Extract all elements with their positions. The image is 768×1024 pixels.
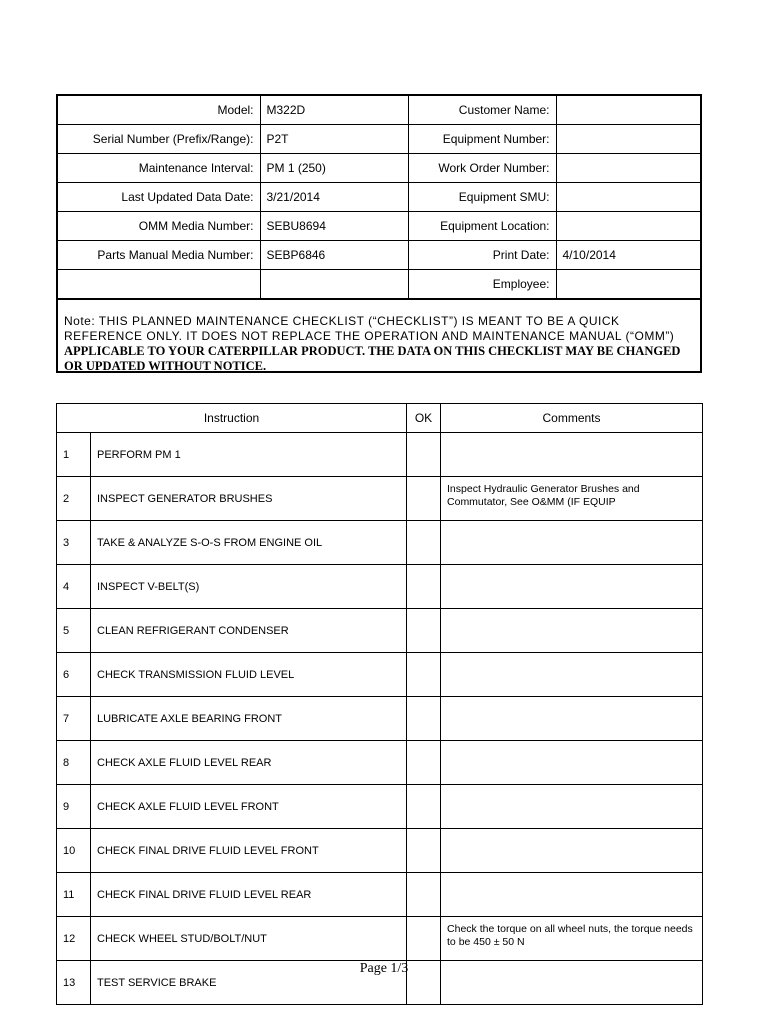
- comments-header: Comments: [441, 404, 703, 433]
- row-comment[interactable]: [441, 609, 703, 653]
- info-row-interval: [58, 154, 700, 183]
- ok-checkbox-cell[interactable]: [407, 565, 441, 609]
- row-instruction: TEST SERVICE BRAKE: [91, 961, 407, 1005]
- ok-checkbox-cell[interactable]: [407, 873, 441, 917]
- row-comment[interactable]: [441, 565, 703, 609]
- equipment-number-value[interactable]: [556, 125, 700, 154]
- row-comment[interactable]: [441, 829, 703, 873]
- row-instruction: CHECK AXLE FLUID LEVEL FRONT: [91, 785, 407, 829]
- row-comment[interactable]: [441, 653, 703, 697]
- checklist-row: [57, 565, 703, 609]
- last-updated-value[interactable]: 3/21/2014: [260, 183, 408, 212]
- checklist-row: [57, 873, 703, 917]
- row-number: 6: [57, 653, 91, 697]
- ok-checkbox-cell[interactable]: [407, 917, 441, 961]
- row-number: 1: [57, 433, 91, 477]
- row-number: 3: [57, 521, 91, 565]
- ok-checkbox-cell[interactable]: [407, 653, 441, 697]
- checklist-table: [56, 403, 703, 1005]
- row-instruction: CHECK TRANSMISSION FLUID LEVEL: [91, 653, 407, 697]
- info-row-updated: [58, 183, 700, 212]
- checklist-row: [57, 917, 703, 961]
- row-number: 2: [57, 477, 91, 521]
- ok-header: OK: [407, 404, 441, 433]
- row-instruction: TAKE & ANALYZE S-O-S FROM ENGINE OIL: [91, 521, 407, 565]
- row-instruction: CHECK AXLE FLUID LEVEL REAR: [91, 741, 407, 785]
- parts-manual-number-label: Parts Manual Media Number:: [58, 241, 260, 270]
- row-comment[interactable]: [441, 741, 703, 785]
- page-number: Page 1/3: [359, 961, 409, 976]
- print-date-value[interactable]: 4/10/2014: [556, 241, 700, 270]
- serial-number-label: Serial Number (Prefix/Range):: [58, 125, 260, 154]
- row-comment[interactable]: [441, 785, 703, 829]
- checklist-row: [57, 521, 703, 565]
- work-order-number-label: Work Order Number:: [408, 154, 556, 183]
- serial-number-value[interactable]: P2T: [260, 125, 408, 154]
- checklist-row: [57, 829, 703, 873]
- row-comment[interactable]: [441, 521, 703, 565]
- row-number: 10: [57, 829, 91, 873]
- ok-checkbox-cell[interactable]: [407, 829, 441, 873]
- checklist-row: [57, 653, 703, 697]
- model-label: Model:: [58, 96, 260, 125]
- row-comment[interactable]: [441, 433, 703, 477]
- disclaimer-note: [58, 299, 700, 374]
- customer-name-label: Customer Name:: [408, 96, 556, 125]
- model-value[interactable]: M322D: [260, 96, 408, 125]
- row-comment[interactable]: Inspect Hydraulic Generator Brushes and Commutator, See O&MM (IF EQUIP: [441, 477, 703, 521]
- row-instruction: LUBRICATE AXLE BEARING FRONT: [91, 697, 407, 741]
- row-number: 5: [57, 609, 91, 653]
- ok-checkbox-cell[interactable]: [407, 433, 441, 477]
- row-instruction: INSPECT GENERATOR BRUSHES: [91, 477, 407, 521]
- row-instruction: CLEAN REFRIGERANT CONDENSER: [91, 609, 407, 653]
- checklist-row: [57, 477, 703, 521]
- work-order-number-value[interactable]: [556, 154, 700, 183]
- blank-label: [58, 270, 260, 299]
- omm-media-number-value[interactable]: SEBU8694: [260, 212, 408, 241]
- row-comment[interactable]: [441, 697, 703, 741]
- last-updated-label: Last Updated Data Date:: [58, 183, 260, 212]
- row-number: 13: [57, 961, 91, 1005]
- blank-value[interactable]: [260, 270, 408, 299]
- print-date-label: Print Date:: [408, 241, 556, 270]
- row-comment[interactable]: Check the torque on all wheel nuts, the torque needs to be 450 ± 50 N: [441, 917, 703, 961]
- parts-manual-number-value[interactable]: SEBP6846: [260, 241, 408, 270]
- instruction-header: Instruction: [57, 404, 407, 433]
- employee-label: Employee:: [408, 270, 556, 299]
- ok-checkbox-cell[interactable]: [407, 477, 441, 521]
- ok-checkbox-cell[interactable]: [407, 697, 441, 741]
- row-number: 11: [57, 873, 91, 917]
- row-instruction: CHECK FINAL DRIVE FLUID LEVEL REAR: [91, 873, 407, 917]
- ok-checkbox-cell[interactable]: [407, 785, 441, 829]
- ok-checkbox-cell[interactable]: [407, 741, 441, 785]
- checklist-row: [57, 785, 703, 829]
- checklist-row: [57, 741, 703, 785]
- row-instruction: INSPECT V-BELT(S): [91, 565, 407, 609]
- customer-name-value[interactable]: [556, 96, 700, 125]
- info-row-model: [58, 96, 700, 125]
- equipment-smu-label: Equipment SMU:: [408, 183, 556, 212]
- row-number: 8: [57, 741, 91, 785]
- row-number: 7: [57, 697, 91, 741]
- ok-checkbox-cell[interactable]: [407, 521, 441, 565]
- equipment-info-block: [56, 94, 702, 373]
- row-comment[interactable]: [441, 873, 703, 917]
- checklist-row: [57, 609, 703, 653]
- equipment-number-label: Equipment Number:: [408, 125, 556, 154]
- disclaimer-line-2: APPLICABLE TO YOUR CATERPILLAR PRODUCT. THE DATA ON THIS CHECKLIST MAY BE CHANGED OR UPDATED WITHOUT NOTICE.: [64, 344, 681, 373]
- equipment-info-table: [58, 96, 700, 299]
- maintenance-checklist: [56, 403, 702, 1005]
- info-row-omm: [58, 212, 700, 241]
- checklist-row: [57, 433, 703, 477]
- row-number: 4: [57, 565, 91, 609]
- row-instruction: PERFORM PM 1: [91, 433, 407, 477]
- equipment-smu-value[interactable]: [556, 183, 700, 212]
- equipment-location-value[interactable]: [556, 212, 700, 241]
- checklist-row: [57, 697, 703, 741]
- disclaimer-line-1: Note: THIS PLANNED MAINTENANCE CHECKLIST (“CHECKLIST”) IS MEANT TO BE A QUICK REFERENCE ONLY. IT DOES NOT REPLACE THE OPERATION AND MAINTENANCE MANUAL (“OMM”): [64, 314, 675, 343]
- row-instruction: CHECK FINAL DRIVE FLUID LEVEL FRONT: [91, 829, 407, 873]
- row-number: 12: [57, 917, 91, 961]
- checklist-header-row: [57, 404, 703, 433]
- omm-media-number-label: OMM Media Number:: [58, 212, 260, 241]
- info-row-serial: [58, 125, 700, 154]
- info-row-employee: [58, 270, 700, 299]
- row-instruction: CHECK WHEEL STUD/BOLT/NUT: [91, 917, 407, 961]
- employee-value[interactable]: [556, 270, 700, 299]
- row-number: 9: [57, 785, 91, 829]
- maintenance-interval-value[interactable]: PM 1 (250): [260, 154, 408, 183]
- info-row-parts: [58, 241, 700, 270]
- ok-checkbox-cell[interactable]: [407, 609, 441, 653]
- maintenance-interval-label: Maintenance Interval:: [58, 154, 260, 183]
- equipment-location-label: Equipment Location:: [408, 212, 556, 241]
